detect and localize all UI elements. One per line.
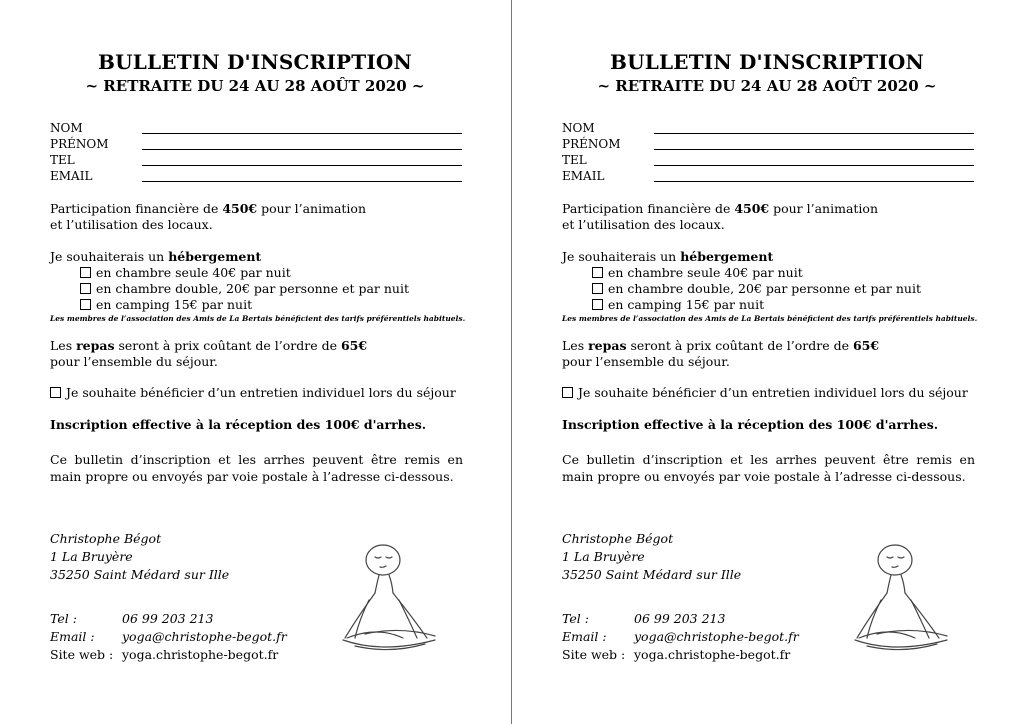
checkbox[interactable] [592, 299, 603, 310]
field-line-email[interactable] [654, 181, 974, 182]
repas-text: Les repas seront à prix coûtant de l’ordre de 65€ pour l’ensemble du séjour. [562, 338, 880, 369]
participation-text: Participation financière de 450€ pour l’animation et l’utilisation des locaux. [50, 201, 366, 232]
field-line-prenom[interactable] [142, 149, 462, 150]
form-page-right [512, 0, 1022, 724]
field-line-tel[interactable] [654, 165, 974, 166]
email-label: Email : [562, 629, 607, 644]
entretien-option[interactable]: Je souhaite bénéficier d’un entretien individuel lors du séjour [50, 385, 456, 401]
form-page-left [0, 0, 510, 724]
site-label: Site web : [562, 647, 626, 662]
address-city: 35250 Saint Médard sur Ille [50, 567, 230, 582]
hebergement-option-double[interactable]: en chambre double, 20€ par personne et par nuit [80, 281, 409, 296]
field-line-nom[interactable] [654, 133, 974, 134]
tel-value: 06 99 203 213 [634, 611, 726, 626]
meditation-figure-icon [335, 538, 450, 658]
remise-text: Ce bulletin d’inscription et les arrhes peuvent être remis en main propre ou envoyés par voie postale à l’adresse ci-dessous. [50, 452, 463, 484]
inscription-text: Inscription effective à la réception des 100€ d'arrhes. [562, 417, 939, 432]
hebergement-text: Je souhaiterais un hébergement [50, 249, 262, 264]
field-line-nom[interactable] [142, 133, 462, 134]
hebergement-option-double[interactable]: en chambre double, 20€ par personne et par nuit [592, 281, 921, 296]
site-link[interactable]: yoga.christophe-begot.fr [634, 647, 791, 662]
email-label: Email : [50, 629, 95, 644]
membres-note: Les membres de l’association des Amis de La Bertais bénéficient des tarifs préférentiels habituels. [562, 314, 978, 323]
checkbox[interactable] [80, 283, 91, 294]
tel-label: Tel : [50, 611, 77, 626]
email-link[interactable]: yoga@christophe-begot.fr [634, 629, 799, 644]
checkbox[interactable] [80, 267, 91, 278]
hebergement-option-seule[interactable]: en chambre seule 40€ par nuit [80, 265, 291, 280]
address-street: 1 La Bruyère [50, 549, 133, 564]
field-label-tel: TEL [50, 153, 75, 167]
remise-text: Ce bulletin d’inscription et les arrhes peuvent être remis en main propre ou envoyés par voie postale à l’adresse ci-dessous. [562, 452, 975, 484]
field-label-prenom: PRÉNOM [562, 137, 621, 151]
address-name: Christophe Bégot [50, 531, 162, 546]
address-block [562, 530, 741, 584]
checkbox[interactable] [562, 387, 573, 398]
checkbox[interactable] [592, 283, 603, 294]
field-label-tel: TEL [562, 153, 587, 167]
form-title: BULLETIN D'INSCRIPTION [97, 50, 413, 74]
site-link[interactable]: yoga.christophe-begot.fr [122, 647, 279, 662]
hebergement-text: Je souhaiterais un hébergement [562, 249, 774, 264]
site-label: Site web : [50, 647, 114, 662]
field-line-email[interactable] [142, 181, 462, 182]
participation-text: Participation financière de 450€ pour l’animation et l’utilisation des locaux. [562, 201, 878, 232]
field-label-nom: NOM [50, 121, 83, 135]
membres-note: Les membres de l’association des Amis de La Bertais bénéficient des tarifs préférentiels habituels. [50, 314, 466, 323]
form-subtitle: ~ RETRAITE DU 24 AU 28 AOÛT 2020 ~ [597, 77, 937, 95]
checkbox[interactable] [50, 387, 61, 398]
field-label-email: EMAIL [50, 169, 93, 183]
field-label-prenom: PRÉNOM [50, 137, 109, 151]
hebergement-option-camping[interactable]: en camping 15€ par nuit [80, 297, 252, 312]
address-city: 35250 Saint Médard sur Ille [562, 567, 742, 582]
address-block [50, 530, 229, 584]
meditation-figure-icon [847, 538, 962, 658]
field-line-prenom[interactable] [654, 149, 974, 150]
inscription-text: Inscription effective à la réception des 100€ d'arrhes. [50, 417, 427, 432]
field-label-nom: NOM [562, 121, 595, 135]
entretien-option[interactable]: Je souhaite bénéficier d’un entretien individuel lors du séjour [562, 385, 968, 401]
contact-block [50, 610, 287, 664]
hebergement-option-camping[interactable]: en camping 15€ par nuit [592, 297, 764, 312]
tel-value: 06 99 203 213 [122, 611, 214, 626]
hebergement-option-seule[interactable]: en chambre seule 40€ par nuit [592, 265, 803, 280]
form-title: BULLETIN D'INSCRIPTION [609, 50, 925, 74]
repas-text: Les repas seront à prix coûtant de l’ordre de 65€ pour l’ensemble du séjour. [50, 338, 368, 369]
tel-label: Tel : [562, 611, 589, 626]
checkbox[interactable] [592, 267, 603, 278]
address-name: Christophe Bégot [562, 531, 674, 546]
email-link[interactable]: yoga@christophe-begot.fr [122, 629, 287, 644]
form-subtitle: ~ RETRAITE DU 24 AU 28 AOÛT 2020 ~ [85, 77, 425, 95]
field-line-tel[interactable] [142, 165, 462, 166]
contact-block [562, 610, 799, 664]
field-label-email: EMAIL [562, 169, 605, 183]
checkbox[interactable] [80, 299, 91, 310]
address-street: 1 La Bruyère [562, 549, 645, 564]
